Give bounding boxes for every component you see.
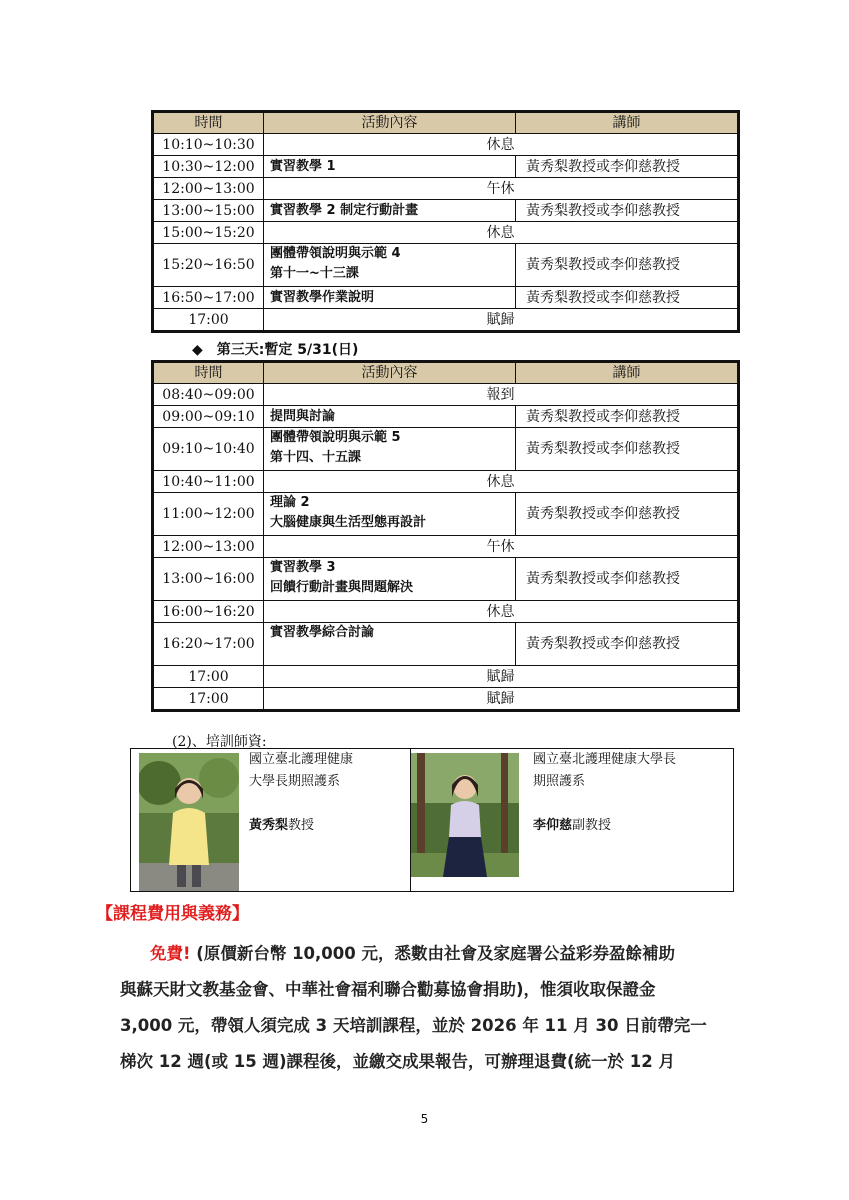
table-row xyxy=(153,623,739,666)
table-row xyxy=(153,558,739,601)
trainer-org-line2: 大學長期照護系 xyxy=(249,774,341,789)
activity-line: 實習教學綜合討論 xyxy=(270,625,375,640)
break-cell: 休息 xyxy=(264,222,739,244)
header-instructor: 講師 xyxy=(516,362,739,384)
break-cell: 賦歸 xyxy=(264,666,739,688)
fee-line-1: 免費! (原價新台幣 10,000 元，悉數由社會及家庭署公益彩券盈餘補助 xyxy=(150,944,675,963)
activity-cell xyxy=(264,623,516,666)
table-header-row xyxy=(153,362,739,384)
schedule-table-day2 xyxy=(151,110,740,333)
table-row xyxy=(153,384,739,406)
break-cell: 賦歸 xyxy=(264,688,739,711)
day3-heading xyxy=(192,339,358,359)
instructor-cell: 黃秀梨教授或李仰慈教授 xyxy=(516,406,739,428)
activity-cell xyxy=(264,200,516,222)
fee-line-4: 梯次 12 週(或 15 週)課程後，並繳交成果報告，可辦理退費(統一於 12 月 xyxy=(120,1052,675,1071)
time-cell: 16:20~17:00 xyxy=(153,623,264,666)
header-time: 時間 xyxy=(153,112,264,134)
day3-label: 第三天:暫定 5/31(日) xyxy=(216,342,359,358)
activity-line: 實習教學 3 xyxy=(270,560,336,575)
time-cell: 16:50~17:00 xyxy=(153,287,264,309)
trainer-cell xyxy=(131,749,411,892)
time-cell: 12:00~13:00 xyxy=(153,536,264,558)
table-row xyxy=(153,309,739,332)
trainers-table xyxy=(130,748,734,892)
fee-line-2: 與蘇天財文教基金會、中華社會福利聯合勸募協會捐助)，惟須收取保證金 xyxy=(120,980,656,999)
time-cell: 15:20~16:50 xyxy=(153,244,264,287)
instructor-cell: 黃秀梨教授或李仰慈教授 xyxy=(516,428,739,471)
table-row xyxy=(153,666,739,688)
fee-section-title: 【課程費用與義務】 xyxy=(96,904,249,924)
time-cell: 08:40~09:00 xyxy=(153,384,264,406)
diamond-bullet-icon: ◆ xyxy=(192,342,203,358)
activity-cell xyxy=(264,244,516,287)
activity-cell xyxy=(264,287,516,309)
activity-cell xyxy=(264,558,516,601)
trainer-info-2 xyxy=(533,749,676,837)
table-row xyxy=(153,287,739,309)
time-cell: 10:40~11:00 xyxy=(153,471,264,493)
time-cell: 09:10~10:40 xyxy=(153,428,264,471)
activity-cell xyxy=(264,406,516,428)
header-content: 活動內容 xyxy=(264,112,516,134)
table-row xyxy=(153,178,739,200)
break-cell: 午休 xyxy=(264,536,739,558)
page-number: 5 xyxy=(420,1112,429,1126)
table-row xyxy=(153,244,739,287)
trainer-title: 副教授 xyxy=(572,818,612,833)
time-cell: 13:00~15:00 xyxy=(153,200,264,222)
time-cell: 17:00 xyxy=(153,688,264,711)
activity-line: 理論 2 xyxy=(270,495,310,510)
instructor-cell: 黃秀梨教授或李仰慈教授 xyxy=(516,200,739,222)
trainer-org-line1: 國立臺北護理健康 xyxy=(249,752,354,767)
activity-line: 實習教學 1 xyxy=(270,158,336,174)
table-row xyxy=(153,200,739,222)
header-instructor: 講師 xyxy=(516,112,739,134)
header-content: 活動內容 xyxy=(264,362,516,384)
instructor-cell: 黃秀梨教授或李仰慈教授 xyxy=(516,287,739,309)
table-row xyxy=(153,156,739,178)
instructor-cell: 黃秀梨教授或李仰慈教授 xyxy=(516,244,739,287)
activity-line: 實習教學 2 制定行動計畫 xyxy=(270,202,419,218)
table-row xyxy=(153,536,739,558)
table-row xyxy=(153,688,739,711)
activity-line: 團體帶領說明與示範 5 xyxy=(270,430,401,445)
activity-cell xyxy=(264,493,516,536)
trainer-photo-2 xyxy=(411,753,519,877)
table-row xyxy=(153,471,739,493)
instructor-cell: 黃秀梨教授或李仰慈教授 xyxy=(516,156,739,178)
table-row xyxy=(153,406,739,428)
break-cell: 報到 xyxy=(264,384,739,406)
table-header-row xyxy=(153,112,739,134)
table-row xyxy=(153,222,739,244)
activity-cell xyxy=(264,428,516,471)
fee-paragraph xyxy=(120,936,760,1080)
activity-line: 團體帶領說明與示範 4 xyxy=(270,246,401,261)
break-cell: 休息 xyxy=(264,601,739,623)
instructor-cell: 黃秀梨教授或李仰慈教授 xyxy=(516,558,739,601)
table-row xyxy=(153,493,739,536)
break-cell: 休息 xyxy=(264,471,739,493)
time-cell: 10:30~12:00 xyxy=(153,156,264,178)
fee-line-3: 3,000 元，帶領人須完成 3 天培訓課程，並於 2026 年 11 月 30 日前帶完一 xyxy=(120,1016,707,1035)
break-cell: 賦歸 xyxy=(264,309,739,332)
break-cell: 午休 xyxy=(264,178,739,200)
time-cell: 09:00~09:10 xyxy=(153,406,264,428)
trainer-name: 黃秀梨 xyxy=(249,818,289,833)
trainer-cell xyxy=(411,749,734,892)
trainer-photo-1 xyxy=(139,753,239,891)
time-cell: 17:00 xyxy=(153,666,264,688)
time-cell: 15:00~15:20 xyxy=(153,222,264,244)
time-cell: 16:00~16:20 xyxy=(153,601,264,623)
trainer-title: 教授 xyxy=(288,818,315,833)
schedule-table-day3 xyxy=(151,360,740,712)
header-time: 時間 xyxy=(153,362,264,384)
time-cell: 11:00~12:00 xyxy=(153,493,264,536)
time-cell: 13:00~16:00 xyxy=(153,558,264,601)
activity-line: 大腦健康與生活型態再設計 xyxy=(270,515,427,530)
instructor-cell: 黃秀梨教授或李仰慈教授 xyxy=(516,493,739,536)
trainer-org-line2: 期照護系 xyxy=(533,774,586,789)
activity-line: 第十四、十五課 xyxy=(270,450,362,465)
activity-line: 提問與討論 xyxy=(270,408,336,424)
activity-line: 回饋行動計畫與問題解決 xyxy=(270,580,414,595)
activity-cell xyxy=(264,156,516,178)
table-row xyxy=(153,601,739,623)
activity-line xyxy=(270,643,509,663)
break-cell: 休息 xyxy=(264,134,739,156)
trainers-label: (2)、培訓師資: xyxy=(172,734,267,750)
time-cell: 12:00~13:00 xyxy=(153,178,264,200)
time-cell: 17:00 xyxy=(153,309,264,332)
fee-free-label: 免費! xyxy=(150,944,191,963)
trainer-name: 李仰慈 xyxy=(533,818,573,833)
table-row xyxy=(153,134,739,156)
activity-line: 實習教學作業說明 xyxy=(270,289,375,305)
activity-line: 第十一~十三課 xyxy=(270,266,359,281)
time-cell: 10:10~10:30 xyxy=(153,134,264,156)
instructor-cell: 黃秀梨教授或李仰慈教授 xyxy=(516,623,739,666)
table-row xyxy=(153,428,739,471)
trainer-org-line1: 國立臺北護理健康大學長 xyxy=(533,752,677,767)
trainer-info-1 xyxy=(249,749,353,837)
